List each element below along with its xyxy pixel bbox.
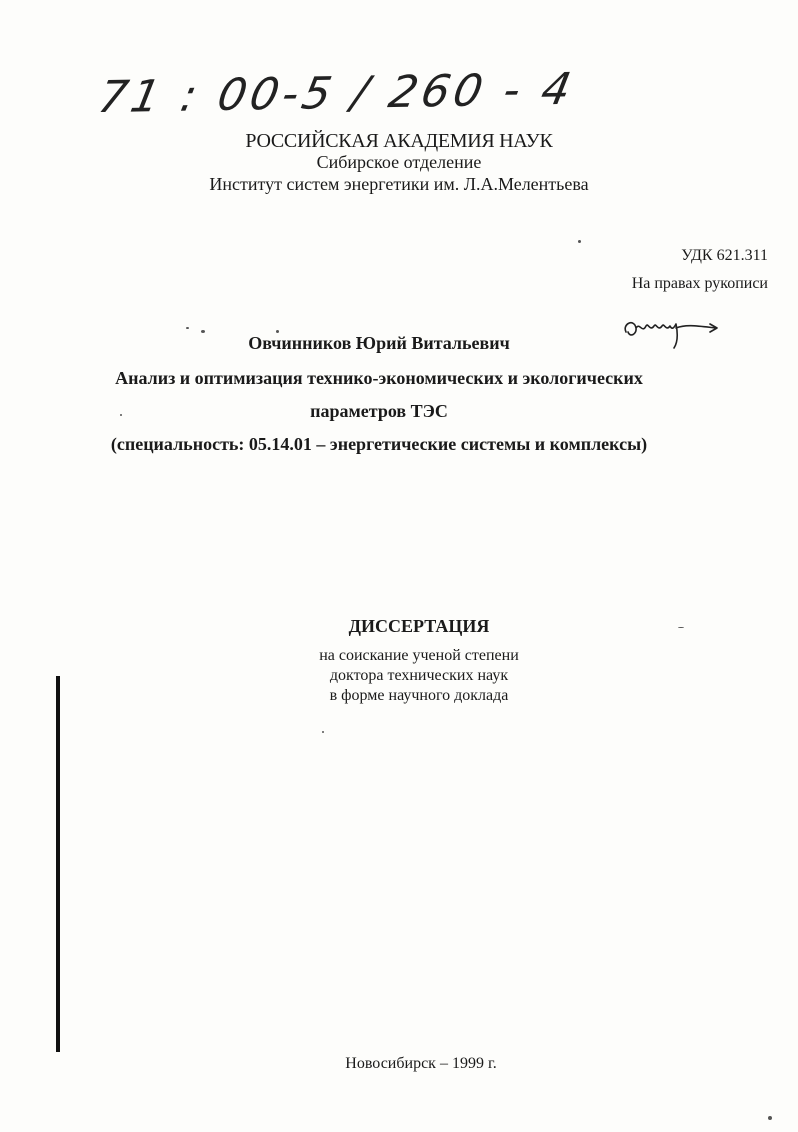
scan-speck	[578, 240, 581, 243]
scan-speck	[201, 330, 205, 333]
archive-code-handwritten: 71 : 00-5 / 260 - 4	[94, 63, 580, 124]
title-line-1: Анализ и оптимизация технико-экономических и экологических	[115, 368, 643, 388]
degree-line-1: на соискание ученой степени	[319, 647, 519, 664]
city-year: Новосибирск – 1999 г.	[345, 1055, 497, 1072]
title-line-2: параметров ТЭС	[310, 401, 448, 421]
udk-code: УДК 621.311	[681, 247, 768, 264]
scan-speck	[678, 627, 684, 628]
author-name: Овчинников Юрий Витальевич	[248, 333, 510, 353]
scan-margin-bar	[56, 676, 60, 1052]
degree-line-2: доктора технических наук	[329, 667, 509, 684]
scan-speck	[120, 414, 122, 416]
academy-name: РОССИЙСКАЯ АКАДЕМИЯ НАУК	[245, 130, 553, 152]
rights-notice: На правах рукописи	[631, 275, 768, 292]
branch-name: Сибирское отделение	[316, 152, 482, 172]
scan-speck	[276, 330, 279, 333]
specialty-line: (специальность: 05.14.01 – энергетические системы и комплексы)	[110, 434, 648, 454]
institute-name: Институт систем энергетики им. Л.А.Мелентьева	[209, 174, 589, 194]
scan-speck	[186, 327, 189, 329]
document-type-label: ДИССЕРТАЦИЯ	[348, 616, 490, 636]
scan-speck	[768, 1116, 772, 1120]
scan-speck	[322, 731, 324, 733]
degree-line-3: в форме научного доклада	[329, 687, 509, 704]
